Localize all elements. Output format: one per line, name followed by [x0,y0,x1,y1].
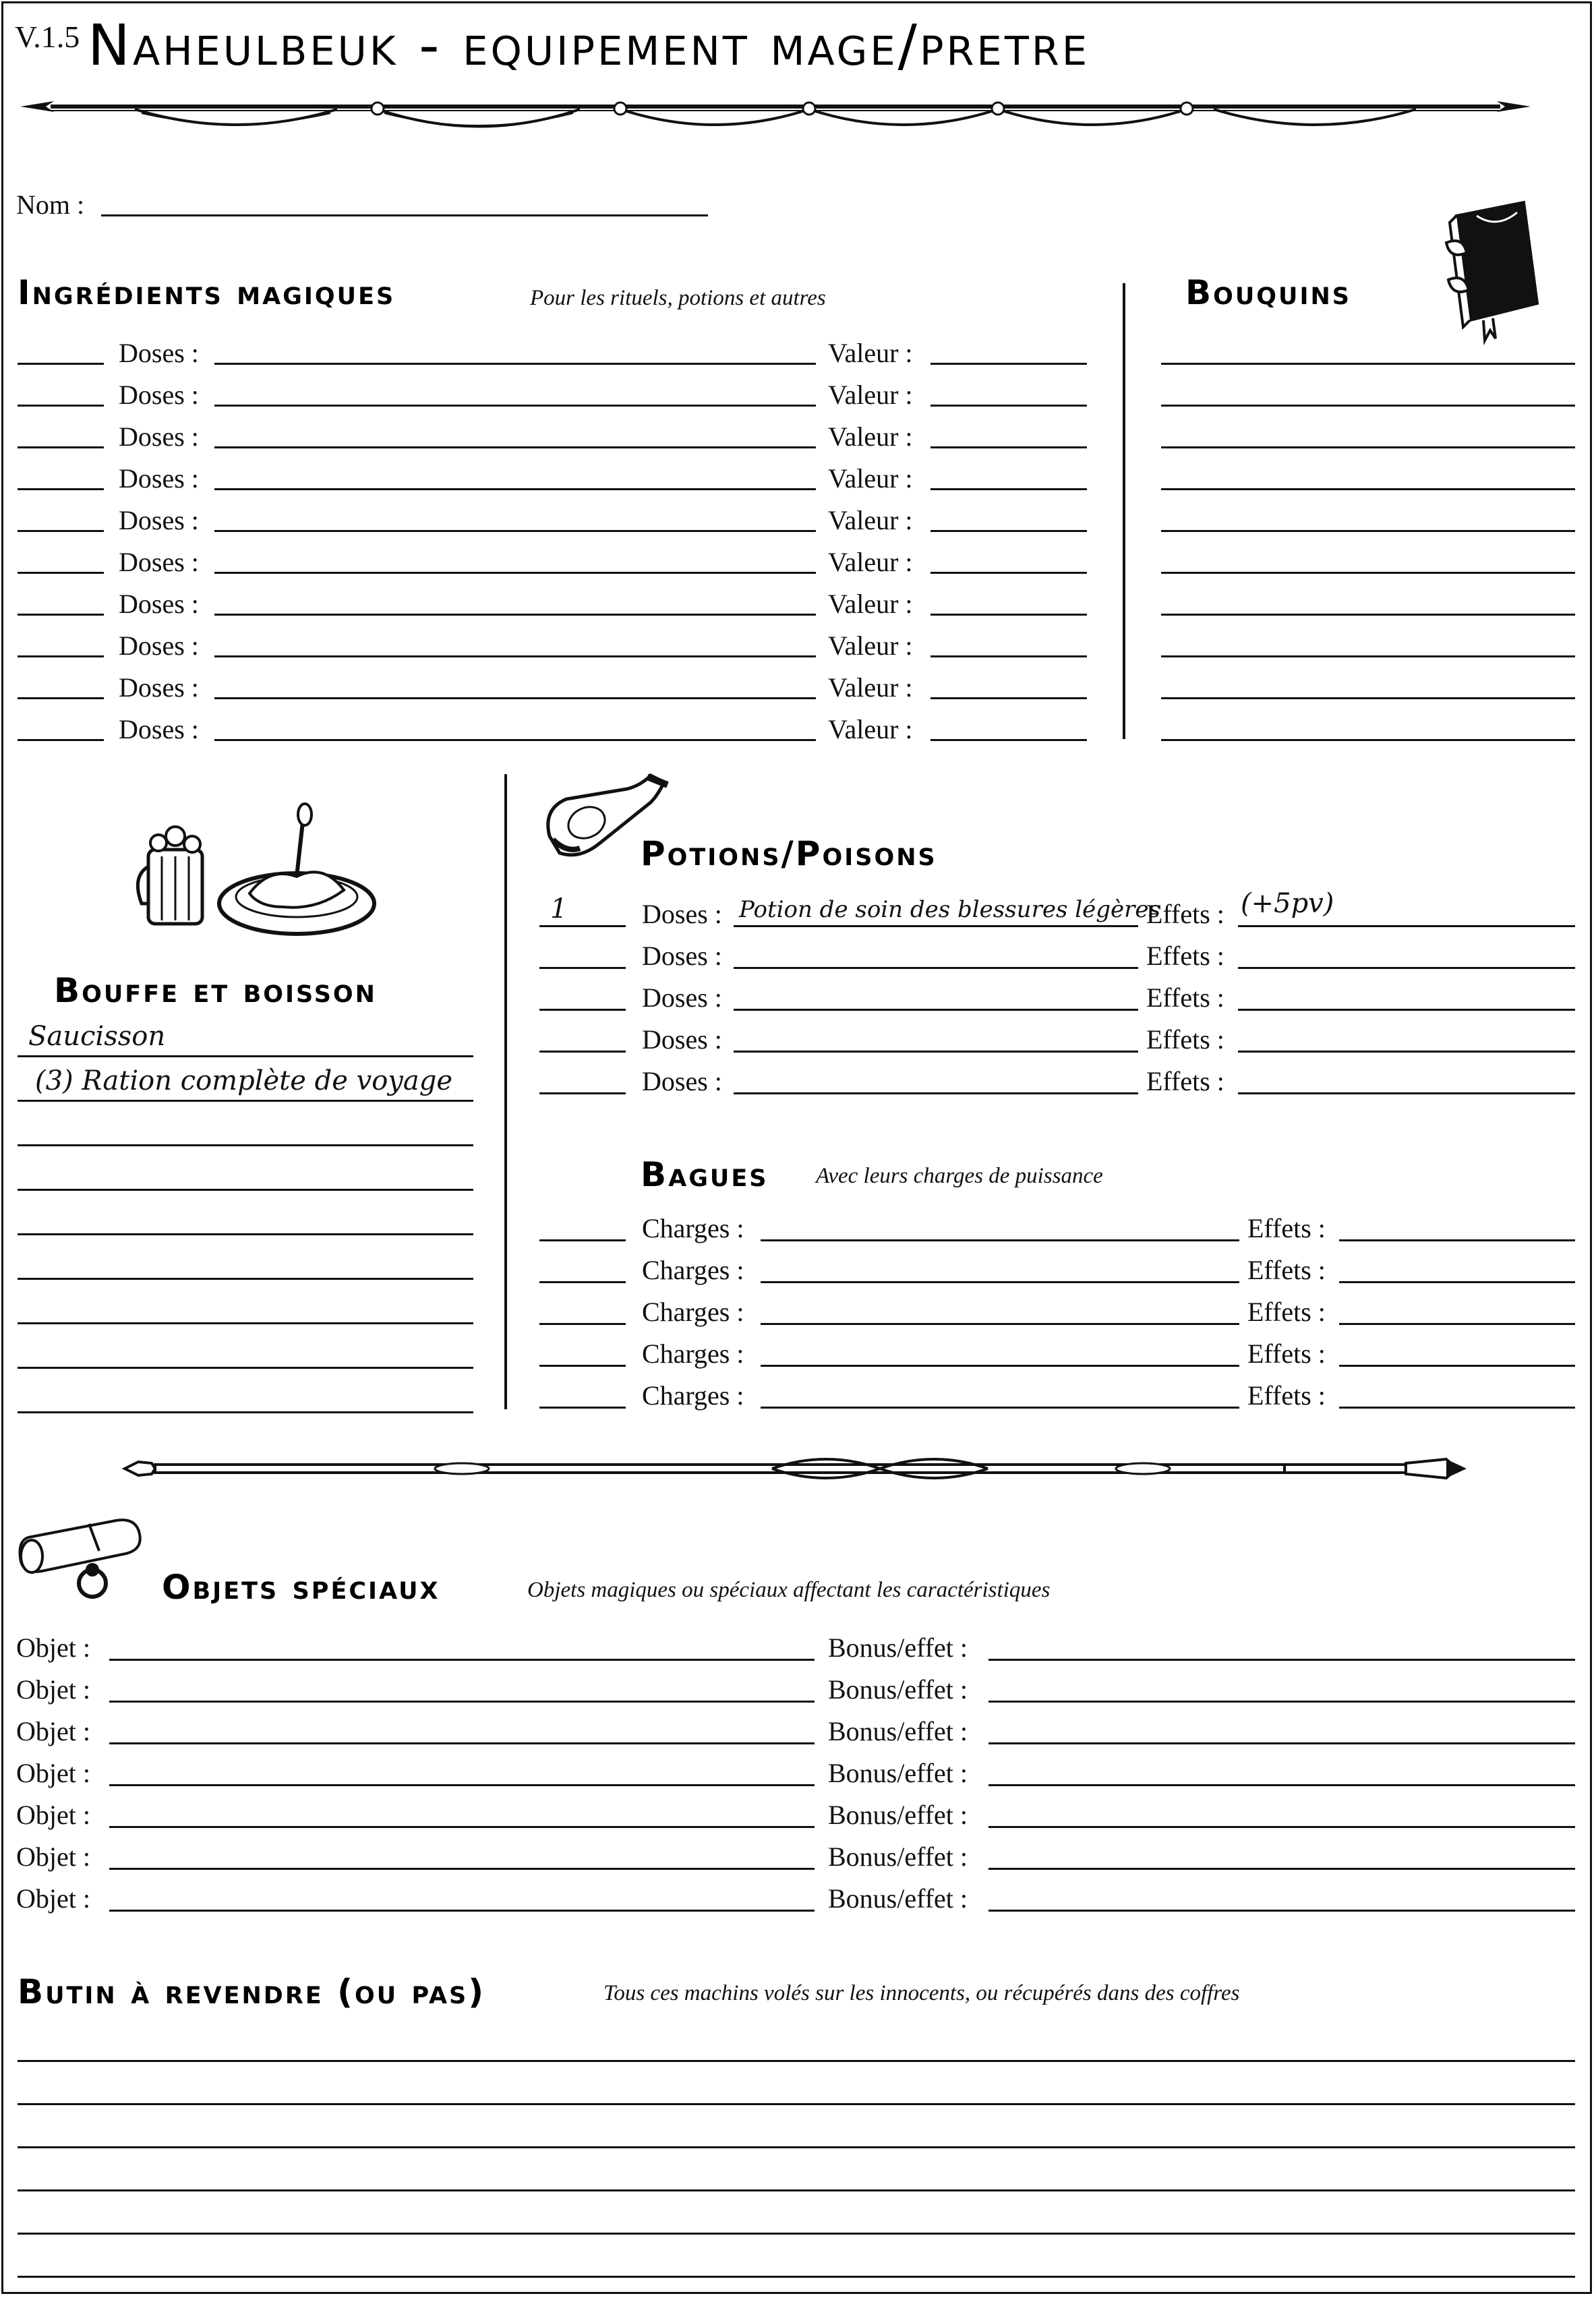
bouffe-field[interactable] [18,1233,473,1235]
bagues-title: Bagues [641,1155,769,1194]
valeur-label: Valeur : [828,463,913,494]
effets-label: Effets : [1146,941,1224,971]
objet-label: Objet : [16,1674,90,1705]
bouquin-field[interactable] [1161,739,1575,741]
ingredient-qty-field[interactable] [18,697,104,699]
bonus-field[interactable] [988,1701,1575,1703]
bouffe-field[interactable] [18,1411,473,1413]
butin-field[interactable] [18,2103,1575,2105]
potion-qty-field[interactable] [539,967,626,969]
doses-label: Doses : [119,547,199,577]
ingredient-name-field[interactable] [214,655,816,657]
charges-label: Charges : [642,1255,744,1285]
objet-field[interactable] [109,1826,815,1828]
bouffe-field[interactable] [18,1144,473,1146]
bouffe-field[interactable] [18,1189,473,1191]
bagues-note: Avec leurs charges de puissance [816,1164,1103,1188]
nom-field[interactable] [101,214,708,216]
charges-label: Charges : [642,1380,744,1411]
ingredient-value-field[interactable] [930,530,1087,532]
staff-divider [125,1450,1473,1497]
objet-label: Objet : [16,1842,90,1872]
potion-effect-field[interactable] [1238,967,1575,969]
ingredient-qty-field[interactable] [18,446,104,448]
effets-label: Effets : [1247,1338,1326,1369]
potion-effect-field[interactable] [1238,925,1575,927]
objet-label: Objet : [16,1758,90,1788]
bouffe-field[interactable] [18,1367,473,1369]
objet-field[interactable] [109,1701,815,1703]
effets-label: Effets : [1247,1380,1326,1411]
page-frame [1,1,1592,2294]
effets-label: Effets : [1146,1066,1224,1096]
ingredient-value-field[interactable] [930,614,1087,616]
valeur-label: Valeur : [828,630,913,661]
bouffe-title: Bouffe et boisson [54,971,377,1010]
potion-name: Potion de soin des blessures légères [739,896,1160,923]
scroll-ring-icon [15,1510,150,1612]
doses-label: Doses : [119,630,199,661]
bouquin-field[interactable] [1161,655,1575,657]
ingredient-qty-field[interactable] [18,614,104,616]
doses-label: Doses : [119,338,199,368]
doses-label: Doses : [119,463,199,494]
ingredient-name-field[interactable] [214,363,816,365]
effets-label: Effets : [1146,899,1224,929]
butin-field[interactable] [18,2060,1575,2062]
bague-qty-field[interactable] [539,1281,626,1283]
bonus-label: Bonus/effet : [828,1716,968,1746]
potion-qty-field[interactable] [539,925,626,927]
bonus-label: Bonus/effet : [828,1674,968,1705]
charges-label: Charges : [642,1297,744,1327]
bonus-field[interactable] [988,1659,1575,1661]
bague-qty-field[interactable] [539,1239,626,1241]
ingredient-qty-field[interactable] [18,488,104,490]
valeur-label: Valeur : [828,547,913,577]
valeur-label: Valeur : [828,589,913,619]
ingredient-value-field[interactable] [930,655,1087,657]
bonus-field[interactable] [988,1742,1575,1744]
objet-field[interactable] [109,1742,815,1744]
spear-divider [13,86,1537,147]
ingredient-value-field[interactable] [930,739,1087,741]
objet-field[interactable] [109,1868,815,1870]
valeur-label: Valeur : [828,672,913,703]
butin-field[interactable] [18,2189,1575,2191]
potion-name-field[interactable] [734,967,1138,969]
ingredients-note: Pour les rituels, potions et autres [530,286,826,310]
effets-label: Effets : [1247,1213,1326,1243]
potions-title: Potions/Poisons [641,834,937,873]
ingredient-name-field[interactable] [214,530,816,532]
ingredient-value-field[interactable] [930,697,1087,699]
bague-charge-field[interactable] [761,1281,1239,1283]
valeur-label: Valeur : [828,505,913,535]
effets-label: Effets : [1146,1024,1224,1055]
valeur-label: Valeur : [828,714,913,744]
bague-effect-field[interactable] [1339,1407,1575,1409]
bague-charge-field[interactable] [761,1365,1239,1367]
doses-label: Doses : [119,505,199,535]
ingredient-value-field[interactable] [930,572,1087,574]
potion-name-field[interactable] [734,1009,1138,1011]
bague-effect-field[interactable] [1339,1281,1575,1283]
bonus-label: Bonus/effet : [828,1632,968,1663]
doses-label: Doses : [642,982,722,1013]
charges-label: Charges : [642,1338,744,1369]
bouquin-field[interactable] [1161,405,1575,407]
potion-qty-field[interactable] [539,1051,626,1053]
ingredient-value-field[interactable] [930,363,1087,365]
potion-name-field[interactable] [734,1051,1138,1053]
bonus-field[interactable] [988,1784,1575,1786]
butin-field[interactable] [18,2146,1575,2148]
potion-qty: 1 [550,893,568,924]
effets-label: Effets : [1146,982,1224,1013]
ingredient-name-field[interactable] [214,614,816,616]
objet-field[interactable] [109,1659,815,1661]
doses-label: Doses : [119,672,199,703]
bouquin-field[interactable] [1161,488,1575,490]
bouquin-field[interactable] [1161,363,1575,365]
bouffe-entry: Saucisson [28,1021,166,1052]
butin-note: Tous ces machins volés sur les innocents, ou récupérés dans des coffres [603,1981,1240,2005]
ingredient-name-field[interactable] [214,488,816,490]
ingredient-name-field[interactable] [214,405,816,407]
bague-qty-field[interactable] [539,1323,626,1325]
effets-label: Effets : [1247,1297,1326,1327]
food-plate-icon [135,802,378,944]
potion-name-field[interactable] [734,1092,1138,1094]
doses-label: Doses : [642,899,722,929]
bouquin-field[interactable] [1161,572,1575,574]
objet-label: Objet : [16,1800,90,1830]
objet-field[interactable] [109,1784,815,1786]
potion-effect-field[interactable] [1238,1009,1575,1011]
page-title: Naheulbeuk - equipement mage/pretre [88,12,1090,78]
ingredient-value-field[interactable] [930,488,1087,490]
doses-label: Doses : [119,380,199,410]
bouffe-entry: (3) Ration complète de voyage [35,1065,453,1096]
bouquin-field[interactable] [1161,446,1575,448]
bague-charge-field[interactable] [761,1323,1239,1325]
potion-effect-field[interactable] [1238,1051,1575,1053]
bonus-label: Bonus/effet : [828,1883,968,1914]
ingredient-qty-field[interactable] [18,655,104,657]
objet-label: Objet : [16,1883,90,1914]
objet-label: Objet : [16,1716,90,1746]
ingredients-title: Ingrédients magiques [18,273,396,312]
version-label: V.1.5 [15,20,80,54]
objet-label: Objet : [16,1632,90,1663]
bonus-label: Bonus/effet : [828,1800,968,1830]
bonus-label: Bonus/effet : [828,1842,968,1872]
potion-effect-field[interactable] [1238,1092,1575,1094]
section-divider-2 [504,774,507,1409]
ingredient-name-field[interactable] [214,739,816,741]
bouquin-field[interactable] [1161,530,1575,532]
bague-charge-field[interactable] [761,1239,1239,1241]
doses-label: Doses : [642,1024,722,1055]
objets-note: Objets magiques ou spéciaux affectant les caractéristiques [527,1578,1051,1602]
doses-label: Doses : [119,714,199,744]
butin-field[interactable] [18,2233,1575,2235]
potion-qty-field[interactable] [539,1092,626,1094]
bague-effect-field[interactable] [1339,1365,1575,1367]
bonus-field[interactable] [988,1826,1575,1828]
bouquin-field[interactable] [1161,614,1575,616]
book-icon [1436,196,1544,344]
bonus-label: Bonus/effet : [828,1758,968,1788]
effets-label: Effets : [1247,1255,1326,1285]
bague-qty-field[interactable] [539,1407,626,1409]
bouffe-field[interactable] [18,1055,473,1057]
objets-title: Objets spéciaux [162,1568,440,1607]
potion-qty-field[interactable] [539,1009,626,1011]
bouffe-field[interactable] [18,1100,473,1102]
valeur-label: Valeur : [828,338,913,368]
ingredient-qty-field[interactable] [18,739,104,741]
valeur-label: Valeur : [828,380,913,410]
butin-field[interactable] [18,2276,1575,2278]
objet-field[interactable] [109,1910,815,1912]
bague-charge-field[interactable] [761,1407,1239,1409]
bouquins-title: Bouquins [1185,273,1351,312]
bague-qty-field[interactable] [539,1365,626,1367]
bague-effect-field[interactable] [1339,1239,1575,1241]
ingredient-name-field[interactable] [214,446,816,448]
bouquin-field[interactable] [1161,697,1575,699]
section-divider [1123,283,1125,739]
potion-name-field[interactable] [734,925,1138,927]
bonus-field[interactable] [988,1868,1575,1870]
bouffe-field[interactable] [18,1322,473,1324]
doses-label: Doses : [119,421,199,452]
butin-title: Butin à revendre (ou pas) [18,1972,486,2011]
potion-effect: (+5pv) [1241,888,1334,919]
ingredient-value-field[interactable] [930,405,1087,407]
ingredient-value-field[interactable] [930,446,1087,448]
doses-label: Doses : [119,589,199,619]
nom-label: Nom : [16,189,85,220]
ingredient-name-field[interactable] [214,572,816,574]
bouffe-field[interactable] [18,1278,473,1280]
ingredient-name-field[interactable] [214,697,816,699]
ingredient-qty-field[interactable] [18,530,104,532]
ingredient-qty-field[interactable] [18,572,104,574]
ingredient-qty-field[interactable] [18,405,104,407]
doses-label: Doses : [642,1066,722,1096]
ingredient-qty-field[interactable] [18,363,104,365]
valeur-label: Valeur : [828,421,913,452]
doses-label: Doses : [642,941,722,971]
bague-effect-field[interactable] [1339,1323,1575,1325]
bonus-field[interactable] [988,1910,1575,1912]
charges-label: Charges : [642,1213,744,1243]
